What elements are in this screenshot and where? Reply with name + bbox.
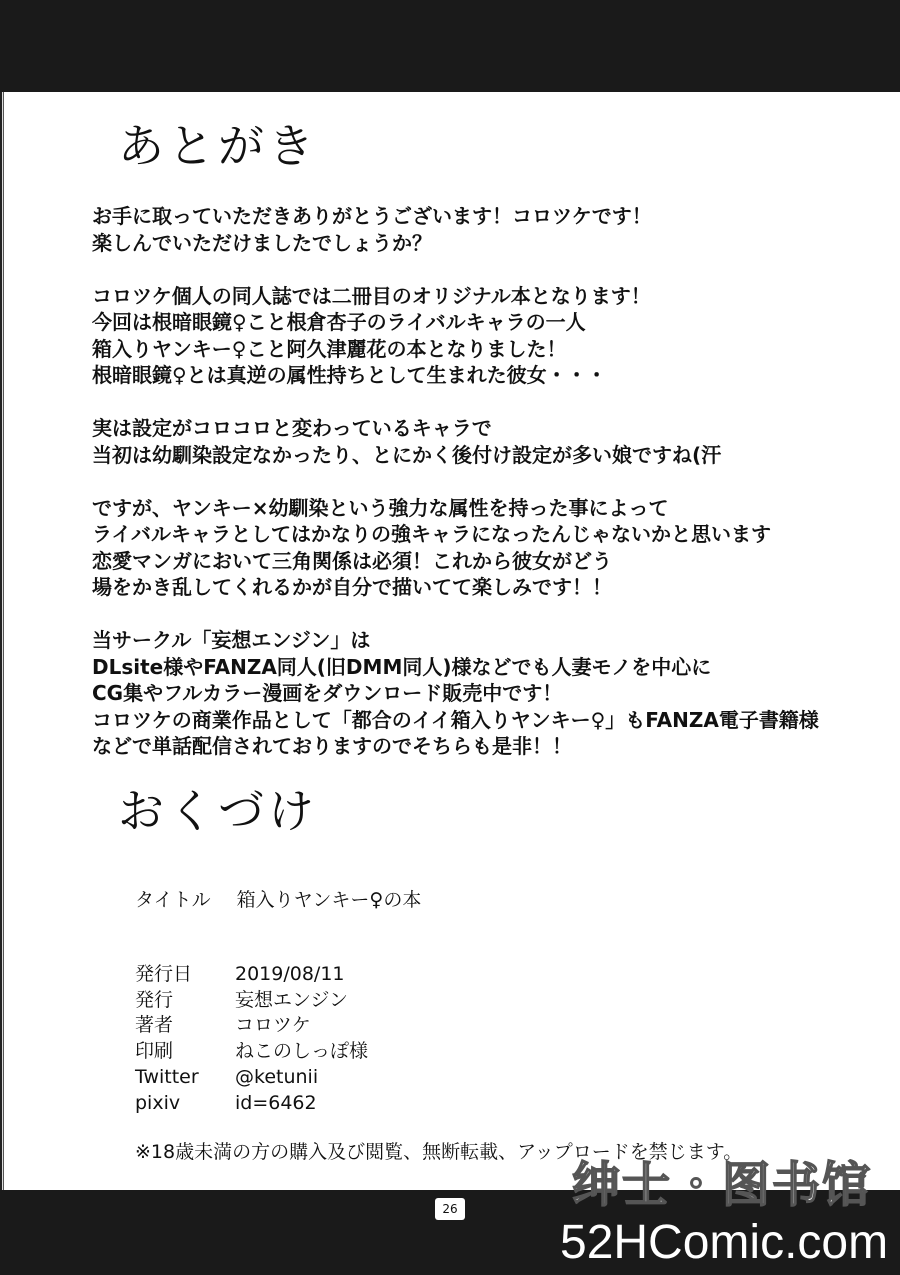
age-restriction-notice: ※18歳未満の方の購入及び閲覧、無断転載、アップロードを禁じます。 bbox=[135, 1141, 743, 1163]
colophon-row bbox=[135, 1013, 368, 1039]
text-line: コロツケの商業作品として「都合のイイ箱入りヤンキー♀」もFANZA電子書籍様 bbox=[92, 707, 819, 732]
text-line: ですが、ヤンキー×幼馴染という強力な属性を持った事によって bbox=[92, 495, 669, 520]
paragraph bbox=[92, 415, 892, 468]
colophon-value: ねこのしっぽ様 bbox=[235, 1040, 369, 1063]
colophon-key: 著者 bbox=[135, 1014, 174, 1037]
text-line: DLsite様やFANZA同人(旧DMM同人)様などでも人妻モノを中心に bbox=[92, 654, 712, 679]
text-line: 楽しんでいただけましたでしょうか？ bbox=[92, 230, 432, 255]
text-line: 当サークル「妄想エンジン」は bbox=[92, 628, 371, 652]
title-label: タイトル bbox=[135, 889, 211, 911]
title-row bbox=[135, 885, 447, 912]
colophon-details bbox=[135, 962, 368, 1116]
colophon-key: 印刷 bbox=[135, 1040, 174, 1063]
text-line: などで単話配信されておりますのでそちらも是非！！ bbox=[92, 734, 572, 758]
top-black-bar bbox=[0, 0, 900, 92]
colophon-value: 2019/08/11 bbox=[235, 963, 345, 985]
colophon-value: コロツケ bbox=[235, 1014, 311, 1037]
text-line: ライバルキャラとしてはかなりの強キャラになったんじゃないかと思います bbox=[92, 522, 771, 546]
page-edge bbox=[0, 92, 8, 1190]
colophon-row bbox=[135, 1091, 368, 1117]
colophon-key: 発行日 bbox=[135, 963, 193, 985]
text-line: 場をかき乱してくれるかが自分で描いてて楽しみです！！ bbox=[92, 575, 612, 599]
colophon-value: 妄想エンジン bbox=[235, 988, 349, 1011]
title-value: 箱入りヤンキー♀の本 bbox=[236, 889, 422, 911]
afterword-heading: あとがき bbox=[118, 119, 318, 173]
text-line: 実は設定がコロコロと変わっているキャラで bbox=[92, 416, 492, 440]
colophon-value: id=6462 bbox=[235, 1091, 317, 1114]
colophon-row bbox=[135, 1065, 368, 1091]
text-line: 当初は幼馴染設定なかったり、とにかく後付け設定が多い娘ですね(汗 bbox=[92, 442, 722, 467]
colophon-key: Twitter bbox=[135, 1065, 199, 1088]
paragraph bbox=[92, 495, 892, 601]
text-line: 今回は根暗眼鏡♀こと根倉杏子のライバルキャラの一人 bbox=[92, 310, 586, 334]
text-line: 箱入りヤンキー♀こと阿久津麗花の本となりました！ bbox=[92, 336, 567, 361]
colophon-row bbox=[135, 962, 368, 988]
colophon-row bbox=[135, 988, 368, 1014]
colophon-heading: おくづけ bbox=[118, 784, 318, 838]
paragraph bbox=[92, 627, 892, 760]
text-line: コロツケ個人の同人誌では二冊目のオリジナル本となります！ bbox=[92, 283, 651, 308]
colophon-value: @ketunii bbox=[235, 1065, 319, 1088]
colophon-row bbox=[135, 1039, 368, 1065]
text-line: 恋愛マンガにおいて三角関係は必須！これから彼女がどう bbox=[92, 548, 612, 573]
paragraph bbox=[92, 203, 892, 256]
page-number: 26 bbox=[435, 1198, 465, 1220]
paragraph bbox=[92, 283, 892, 389]
text-line: 根暗眼鏡♀とは真逆の属性持ちとして生まれた彼女・・・ bbox=[92, 363, 607, 387]
text-line: お手に取っていただきありがとうございます！コロツケです！ bbox=[92, 204, 652, 228]
colophon-key: pixiv bbox=[135, 1091, 181, 1114]
watermark-text: 绅士・图书馆 bbox=[572, 1157, 873, 1213]
text-line: CG集やフルカラー漫画をダウンロード販売中です！ bbox=[92, 681, 563, 705]
colophon-key: 発行 bbox=[135, 988, 174, 1011]
afterword-body bbox=[92, 203, 892, 786]
watermark-url: 52HComic.com bbox=[560, 1216, 889, 1269]
